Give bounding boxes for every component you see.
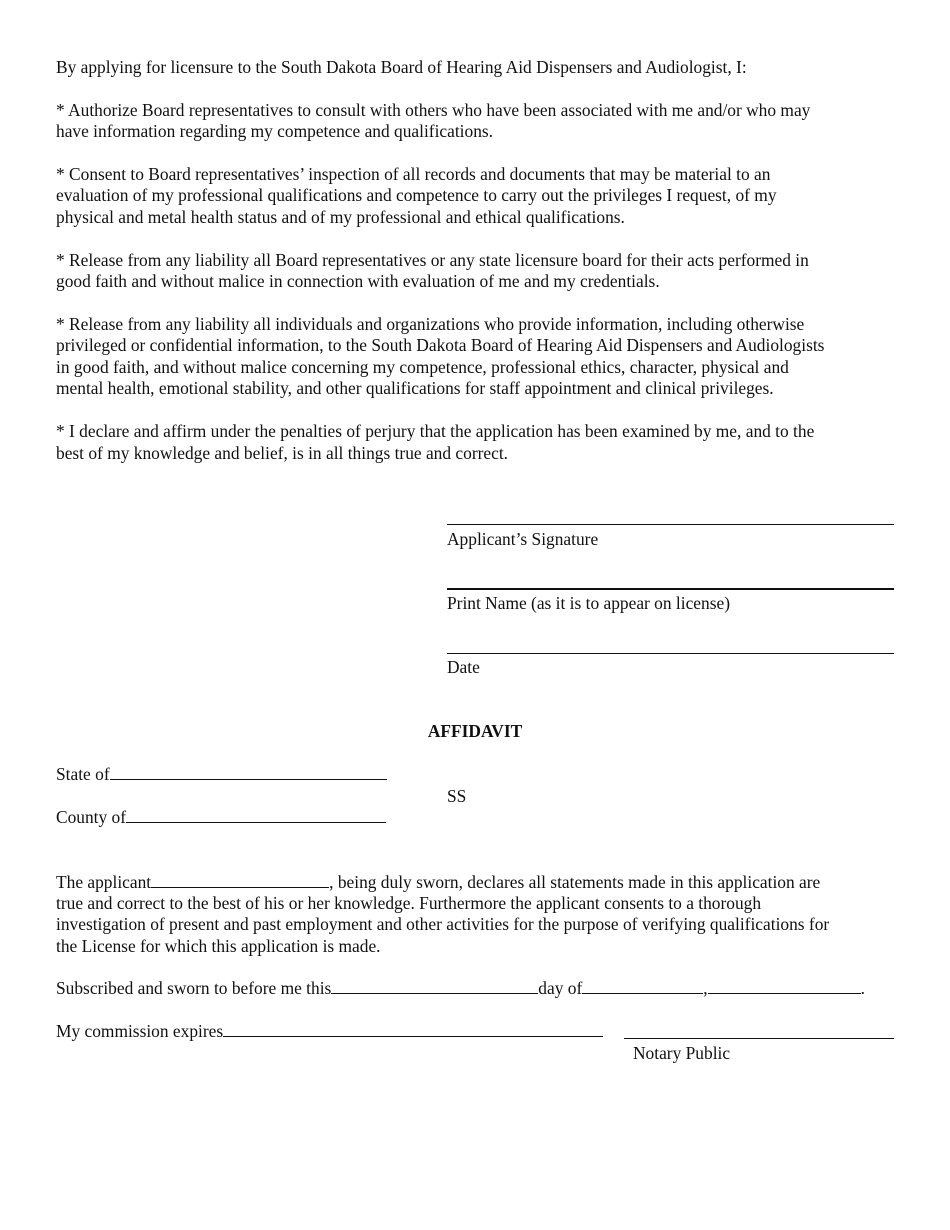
clause-2-line-2: evaluation of my professional qualifications and competence to carry out the privileges I request, of my [56, 185, 777, 205]
clause-3-line-1: * Release from any liability all Board representatives or any state licensure board for their acts performed in [56, 250, 809, 270]
period-end: . [860, 978, 865, 998]
county-of-row [56, 807, 386, 829]
county-of-blank[interactable] [126, 807, 386, 823]
clause-4-line-2: privileged or confidential information, to the South Dakota Board of Hearing Aid Dispensers and Audiologists [56, 335, 825, 355]
commission-blank[interactable] [223, 1021, 603, 1037]
applicant-label: The applicant [56, 872, 152, 892]
applicant-statement-rest: , being duly sworn, declares all statements made in this application are [329, 872, 821, 892]
comma-separator: , [703, 978, 708, 998]
state-of-row [56, 764, 387, 786]
clause-2-line-1: * Consent to Board representatives’ inspection of all records and documents that may be material to an [56, 164, 771, 184]
intro-text: By applying for licensure to the South Dakota Board of Hearing Aid Dispensers and Audiologist, I: [56, 57, 747, 77]
applicant-statement-line-4: the License for which this application is made. [56, 936, 381, 956]
applicant-signature-label: Applicant’s Signature [447, 529, 599, 549]
applicant-signature-line[interactable] [447, 524, 894, 525]
commission-label: My commission expires [56, 1021, 224, 1041]
ss-label: SS [447, 786, 467, 806]
state-of-label: State of [56, 764, 110, 784]
day-of-label: day of [538, 978, 583, 998]
subscribed-row [56, 978, 865, 1000]
date-label: Date [447, 657, 480, 677]
affidavit-heading: AFFIDAVIT [427, 721, 523, 741]
clause-1-line-2: have information regarding my competence and qualifications. [56, 121, 494, 141]
notary-public-label: Notary Public [633, 1043, 731, 1063]
clause-5-line-1: * I declare and affirm under the penalties of perjury that the application has been examined by me, and to the [56, 421, 815, 441]
clause-1-line-1: * Authorize Board representatives to consult with others who have been associated with me and/or who may [56, 100, 811, 120]
clause-5-line-2: best of my knowledge and belief, is in all things true and correct. [56, 443, 509, 463]
clause-4-line-1: * Release from any liability all individuals and organizations who provide information, including otherwise [56, 314, 805, 334]
subscribed-day-blank[interactable] [331, 978, 538, 994]
state-of-blank[interactable] [110, 764, 387, 780]
applicant-statement-line-2: true and correct to the best of his or her knowledge. Furthermore the applicant consents to a thorough [56, 893, 762, 913]
clause-3-line-2: good faith and without malice in connection with evaluation of me and my credentials. [56, 271, 660, 291]
applicant-name-blank[interactable] [151, 872, 329, 888]
notary-signature-line[interactable] [624, 1038, 894, 1039]
applicant-statement-line-1 [56, 872, 820, 894]
applicant-statement-line-3: investigation of present and past employment and other activities for the purpose of verifying qualifications for [56, 914, 830, 934]
commission-row [56, 1021, 603, 1043]
print-name-line[interactable] [447, 588, 894, 590]
print-name-label: Print Name (as it is to appear on license) [447, 593, 730, 613]
clause-4-line-3: in good faith, and without malice concerning my competence, professional ethics, character, physical and [56, 357, 789, 377]
county-of-label: County of [56, 807, 127, 827]
date-line[interactable] [447, 653, 894, 654]
year-blank[interactable] [708, 978, 861, 994]
subscribed-label: Subscribed and sworn to before me this [56, 978, 332, 998]
clause-2-line-3: physical and metal health status and of my professional and ethical qualifications. [56, 207, 625, 227]
month-blank[interactable] [582, 978, 703, 994]
clause-4-line-4: mental health, emotional stability, and other qualifications for staff appointment and clinical privileges. [56, 378, 774, 398]
